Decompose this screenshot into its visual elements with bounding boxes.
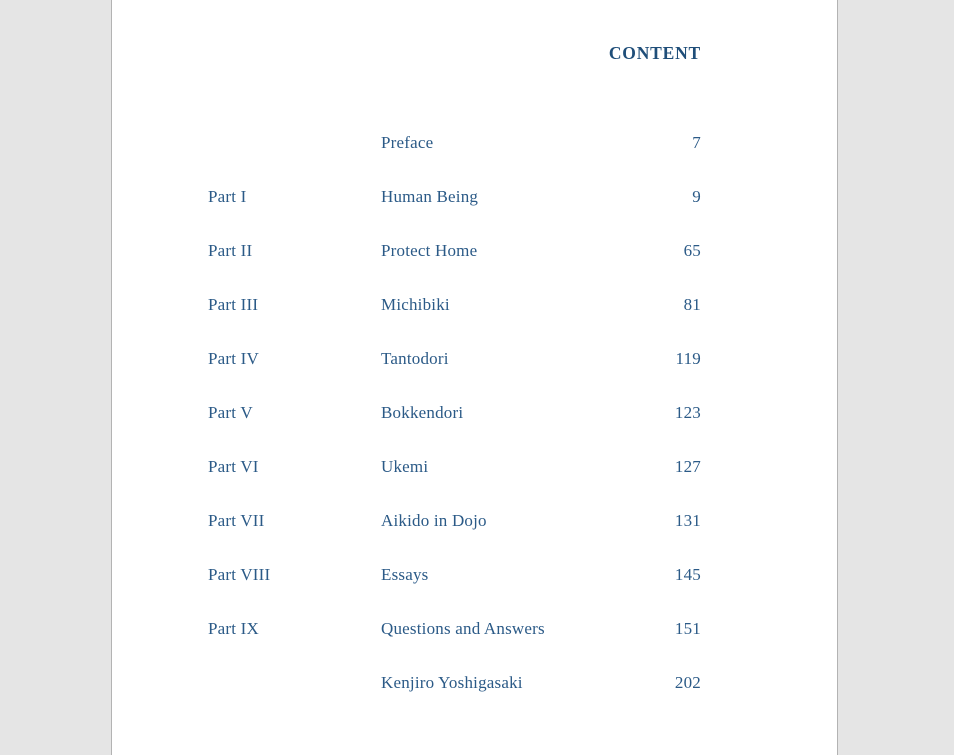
toc-title: Michibiki [381, 295, 450, 314]
table-of-contents [208, 116, 701, 710]
toc-part-label: Part IV [208, 349, 259, 368]
toc-row [208, 656, 701, 710]
toc-title: Questions and Answers [381, 619, 545, 638]
toc-title: Bokkendori [381, 403, 464, 422]
toc-page-number: 123 [674, 403, 701, 422]
toc-title: Essays [381, 565, 429, 584]
toc-page-number: 119 [675, 349, 701, 368]
toc-page-number: 145 [674, 565, 701, 584]
toc-row [208, 602, 701, 656]
toc-page-number: 9 [692, 187, 701, 206]
toc-part-label: Part III [208, 295, 259, 314]
toc-row [208, 332, 701, 386]
toc-row [208, 116, 701, 170]
toc-page-number: 81 [683, 295, 701, 314]
toc-title: Protect Home [381, 241, 478, 260]
toc-page-number: 7 [692, 133, 701, 152]
toc-part-label: Part V [208, 403, 253, 422]
toc-part-label: Part VIII [208, 565, 271, 584]
toc-part-label: Part II [208, 241, 253, 260]
toc-row [208, 170, 701, 224]
toc-page-number: 202 [674, 673, 701, 692]
toc-page-number: 127 [674, 457, 701, 476]
toc-row [208, 278, 701, 332]
document-page [111, 0, 838, 755]
toc-title: Kenjiro Yoshigasaki [381, 673, 523, 692]
toc-page-number: 131 [674, 511, 701, 530]
content-heading: CONTENT [608, 43, 701, 63]
toc-row [208, 548, 701, 602]
toc-title: Tantodori [381, 349, 449, 368]
toc-part-label: Part VI [208, 457, 259, 476]
toc-part-label: Part VII [208, 511, 265, 530]
toc-page-number: 151 [674, 619, 701, 638]
toc-title: Ukemi [381, 457, 429, 476]
toc-title: Human Being [381, 187, 479, 206]
toc-title: Preface [381, 133, 434, 152]
toc-part-label: Part I [208, 187, 247, 206]
toc-row [208, 386, 701, 440]
toc-row [208, 494, 701, 548]
toc-page-number: 65 [683, 241, 701, 260]
toc-row [208, 224, 701, 278]
toc-title: Aikido in Dojo [381, 511, 487, 530]
toc-part-label: Part IX [208, 619, 259, 638]
toc-row [208, 440, 701, 494]
